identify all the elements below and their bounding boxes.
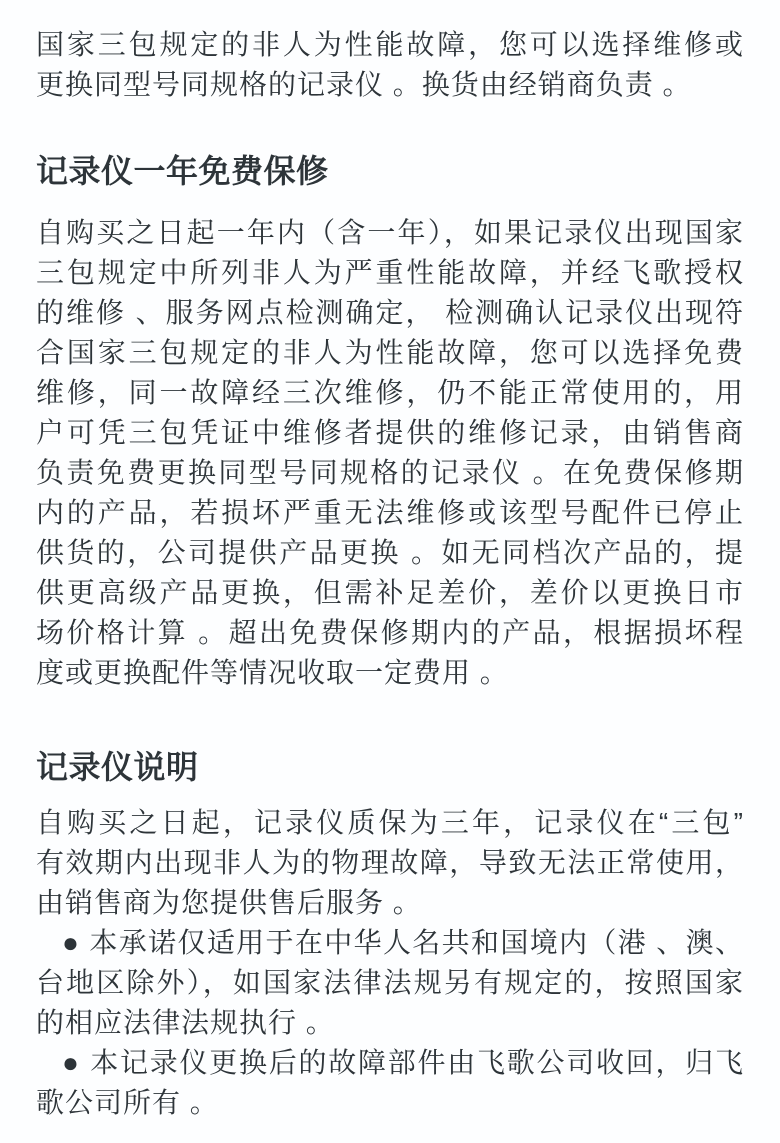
bullet-line: ● 本承诺仅适用于在中华人名共和国境内（港 、澳、 (62, 927, 744, 958)
paragraph-line: 更换同型号同规格的记录仪 。换货由经销商负责 。 (36, 69, 692, 100)
bullet-line: ● 本记录仪更换后的故障部件由飞歌公司收回，归飞 (62, 1047, 744, 1078)
warranty-paragraph (36, 213, 744, 693)
intro-paragraph (36, 25, 744, 105)
heading-line: 记录仪说明 (36, 749, 199, 785)
bullet-line: 歌公司所有 。 (36, 1087, 219, 1118)
paragraph-line: 负责免费更换同型号同规格的记录仪 。在免费保修期 (36, 457, 744, 488)
paragraph-line: 供更高级产品更换，但需补足差价，差价以更换日市 (36, 577, 744, 608)
warranty-heading (36, 149, 744, 193)
paragraph-line: 国家三包规定的非人为性能故障，您可以选择维修或 (36, 29, 744, 60)
paragraph-line: 户可凭三包凭证中维修者提供的维修记录，由销售商 (36, 417, 744, 448)
bullet-parts-recovery (36, 1043, 744, 1123)
bullet-scope (36, 923, 744, 1043)
paragraph-line: 三包规定中所列非人为严重性能故障，并经飞歌授权 (36, 257, 744, 288)
paragraph-line: 维修，同一故障经三次维修，仍不能正常使用的，用 (36, 377, 744, 408)
paragraph-line: 自购买之日起一年内（含一年），如果记录仪出现国家 (36, 217, 744, 248)
paragraph-line: 场价格计算 。超出免费保修期内的产品，根据损坏程 (36, 617, 744, 648)
paragraph-line: 供货的，公司提供产品更换 。如无同档次产品的，提 (36, 537, 744, 568)
bullet-line: 的相应法律法规执行 。 (36, 1007, 335, 1038)
paragraph-line: 由销售商为您提供售后服务 。 (36, 887, 422, 918)
paragraph-line: 自购买之日起，记录仪质保为三年，记录仪在“三包” (36, 807, 744, 838)
paragraph-line: 的维修 、服务网点检测确定， 检测确认记录仪出现符 (36, 297, 744, 328)
paragraph-line: 有效期内出现非人为的物理故障，导致无法正常使用， (36, 847, 744, 878)
paragraph-line: 内的产品，若损坏严重无法维修或该型号配件已停止 (36, 497, 744, 528)
notes-heading (36, 745, 744, 789)
paragraph-line: 合国家三包规定的非人为性能故障，您可以选择免费 (36, 337, 744, 368)
bullet-line: 台地区除外），如国家法律法规另有规定的，按照国家 (36, 967, 744, 998)
heading-line: 记录仪一年免费保修 (36, 153, 329, 189)
paragraph-line: 度或更换配件等情况收取一定费用 。 (36, 657, 509, 688)
notes-paragraph (36, 803, 744, 923)
